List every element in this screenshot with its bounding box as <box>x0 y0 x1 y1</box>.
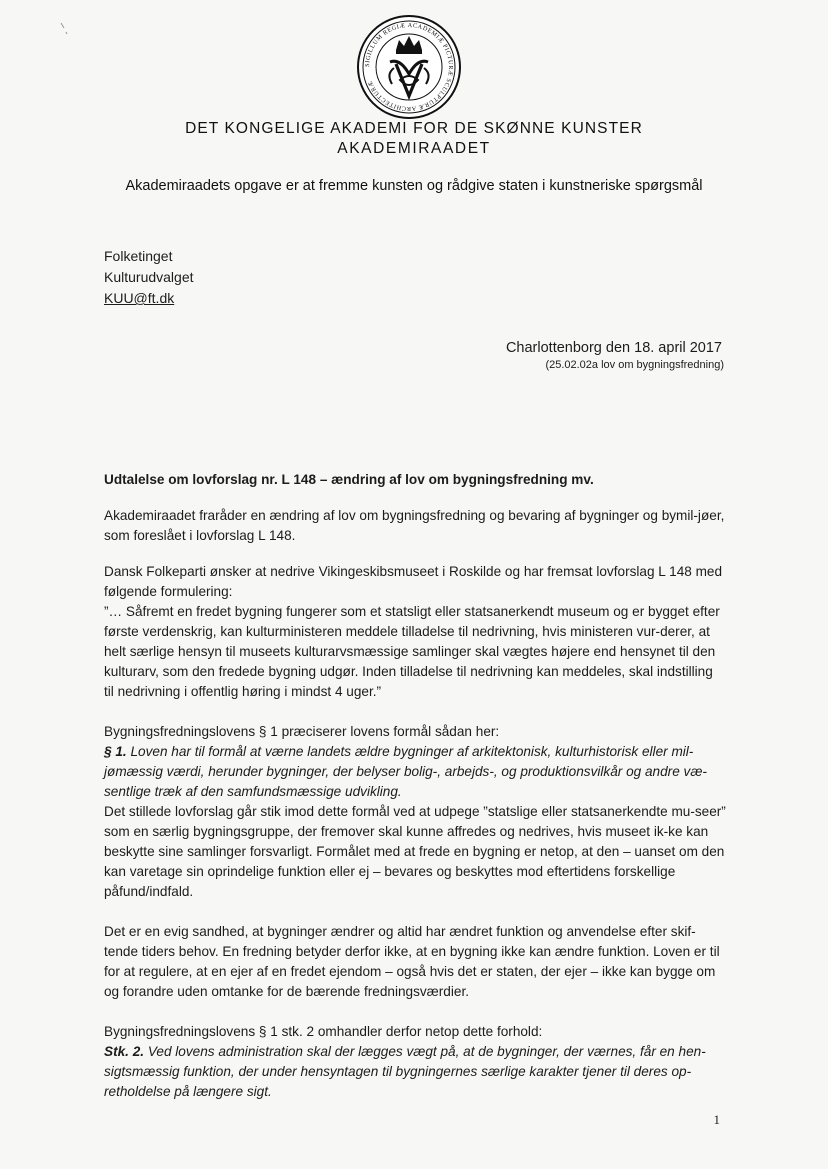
scan-mark-icon <box>58 20 78 40</box>
council-name-heading: AKADEMIRAADET <box>337 140 491 157</box>
svg-text:SIGILLUM REGIÆ ACADEMIÆ PICTUR: SIGILLUM REGIÆ ACADEMIÆ PICTURÆ SCULPTURÆ ARCHITECTURÆ <box>363 21 455 113</box>
section-1-quote <box>104 742 726 802</box>
academy-name-heading: DET KONGELIGE AKADEMI FOR DE SKØNNE KUNSTER <box>185 120 643 137</box>
recipient-line-2: Kulturudvalget <box>104 269 194 285</box>
proposal-quote: ”… Såfremt en fredet bygning fungerer som et statsligt eller statsanerkendt museum og er bygget efter første verdenskrig, kan kulturministeren meddele tilladelse til nedrivning, hvis ministeren vur-derer, at helt særlige hensyn til museets kulturarvsmæssige samlinger skal vægtes højere end hensynet til den kulturarv, som den fredede bygning udgør. Inden tilladelse til nedrivning kan meddeles, skal indstilling til nedrivning i offentlig høring i mindst 4 uger.” <box>104 604 720 699</box>
paragraph-recommendation: Akademiraadet fraråder en ændring af lov om bygningsfredning og bevaring af bygninger og bymil-jøer, som foreslået i lovforslag L 148. <box>104 508 725 543</box>
stk-2-quote <box>104 1042 726 1102</box>
page-number: 1 <box>713 1112 720 1127</box>
section-1-text: Loven har til formål at værne landets ældre bygninger af arkitektonisk, kulturhistorisk eller mil-jømæssig værdi, herunder bygninger, der belyser bolig-, arbejds-, og produktionsvilkår og andre væ-sentlige træk af den samfundsmæssige udvikling. <box>104 744 707 799</box>
paragraph-proposal-intro: Dansk Folkeparti ønsker at nedrive Vikingeskibsmuseet i Roskilde og har fremsat lovforslag L 148 med følgende formulering: <box>104 564 723 599</box>
stk-2-text: Ved lovens administration skal der lægges vægt på, at de bygninger, der værnes, får en hen-sigtsmæssig funktion, der under hensyntagen til bygningernes særlige karakter tjener til deres op-retholdelse på længere sigt. <box>104 1044 706 1099</box>
paragraph-purpose-intro: Bygningsfredningslovens § 1 præciserer lovens formål sådan her: <box>104 724 500 739</box>
academy-seal-logo <box>356 14 462 120</box>
motto-line: Akademiraadets opgave er at fremme kunsten og rådgive staten i kunstneriske spørgsmål <box>125 178 703 194</box>
subject-line: Udtalelse om lovforslag nr. L 148 – ændring af lov om bygningsfredning mv. <box>104 472 594 487</box>
stk-2-label: Stk. 2. <box>104 1044 145 1059</box>
letter-date: Charlottenborg den 18. april 2017 <box>505 340 722 356</box>
section-1-label: § 1. <box>104 744 127 759</box>
letter-body <box>104 470 726 1102</box>
recipient-email-link[interactable]: KUU@ft.dk <box>104 290 175 306</box>
paragraph-purpose-analysis: Det stillede lovforslag går stik imod dette formål ved at udpege ”statslige eller statsanerkendte mu-seer” som en særlig bygningsgruppe, der fremover skal kunne affredes og nedrives, hvis museet ik-ke kan beskytte sine samlinger forsvarligt. Formålet med at frede en bygning er netop, at den – uanset om den kan varetage sin oprindelige funktion eller ej – bevares og beskyttes mod eftertidens forskellige påfund/indfald. <box>104 804 726 899</box>
paragraph-function-change: Det er en evig sandhed, at bygninger ændrer og altid har ændret funktion og anvendelse efter skif-tende tiders behov. En fredning betyder derfor ikke, at en bygning ikke kan ændre funktion. Loven er til for at regulere, at en ejer af en fredet ejendom – også hvis det er staten, der ejer – ikke kan bygge om og forandre uden omtanke for de bærende fredningsværdier. <box>104 924 720 999</box>
recipient-line-1: Folketinget <box>104 248 173 264</box>
paragraph-stk2-intro: Bygningsfredningslovens § 1 stk. 2 omhandler derfor netop dette forhold: <box>104 1024 543 1039</box>
case-reference: (25.02.02a lov om bygningsfredning) <box>545 359 724 371</box>
recipient-address <box>104 246 194 309</box>
